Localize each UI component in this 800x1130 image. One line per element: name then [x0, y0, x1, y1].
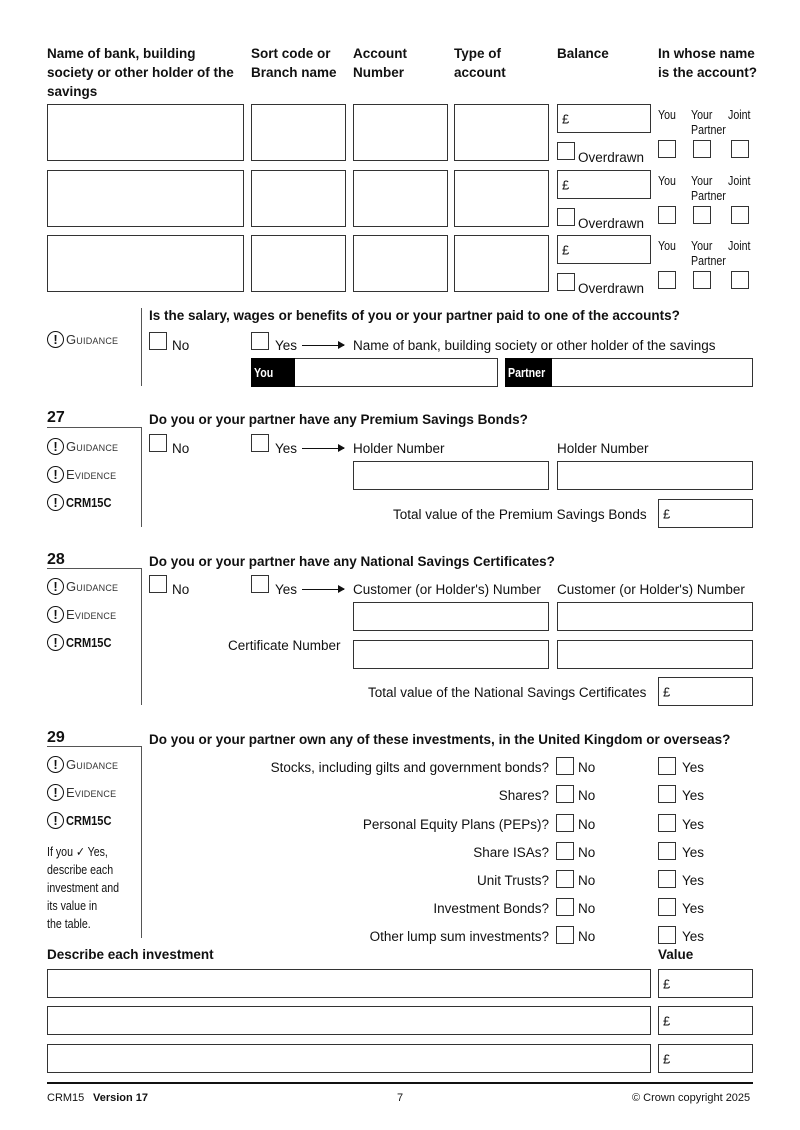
s27-no-label: No [172, 441, 190, 456]
investment-no-label: No [578, 901, 596, 916]
investment-question: Investment Bonds? [433, 901, 549, 916]
investment-yes-checkbox[interactable] [658, 898, 676, 916]
guidance-label: Guidance [66, 439, 119, 454]
guidance-tag[interactable] [47, 331, 118, 348]
s27-holder-label-2: Holder Number [557, 441, 649, 456]
exclamation-icon: ! [47, 634, 64, 651]
account-number-input[interactable] [353, 104, 448, 161]
balance-input[interactable] [557, 235, 651, 264]
col-header-holder: Name of bank, building society or other holder of the savings [47, 46, 234, 99]
salary-prompt: Name of bank, building society or other holder of the savings [353, 338, 716, 353]
evidence-label: Evidence [66, 467, 117, 482]
evidence-tag[interactable] [47, 466, 116, 483]
s28-customer-label-1: Customer (or Holder's) Number [353, 582, 541, 597]
note-line: the table. [47, 917, 91, 931]
s28-yes-checkbox[interactable] [251, 575, 269, 593]
col-header-account-number: Account Number [353, 46, 407, 80]
s28-question: Do you or your partner have any National Savings Certificates? [149, 554, 555, 569]
arrow-icon [302, 448, 344, 449]
overdrawn-label: Overdrawn [578, 150, 645, 165]
sort-code-input[interactable] [251, 104, 346, 161]
guidance-label: Guidance [66, 757, 119, 772]
account-holder-input[interactable] [47, 104, 244, 161]
overdrawn-label: Overdrawn [578, 216, 645, 231]
balance-input[interactable] [557, 170, 651, 199]
investment-question: Stocks, including gilts and government bonds? [270, 760, 549, 775]
note-line: If you ✓ Yes, [47, 845, 108, 859]
owner-you-checkbox[interactable] [658, 206, 676, 224]
investment-question: Personal Equity Plans (PEPs)? [362, 817, 549, 832]
crm15c-label: CRM15C [66, 635, 112, 650]
sort-code-input[interactable] [251, 170, 346, 227]
s28-certificate-label: Certificate Number [228, 638, 341, 653]
guidance-label: Guidance [66, 332, 119, 347]
s28-total-label: Total value of the National Savings Certificates [368, 685, 647, 700]
s28-no-checkbox[interactable] [149, 575, 167, 593]
s27-no-checkbox[interactable] [149, 434, 167, 452]
exclamation-icon: ! [47, 466, 64, 483]
evidence-tag[interactable] [47, 784, 116, 801]
guidance-tag[interactable] [47, 438, 118, 455]
divider [141, 568, 142, 705]
sort-code-input[interactable] [251, 235, 346, 292]
pound-sign: £ [562, 242, 570, 257]
owner-you-label: You [658, 174, 676, 188]
salary-no-checkbox[interactable] [149, 332, 167, 350]
investment-no-checkbox[interactable] [556, 926, 574, 944]
note-line: describe each [47, 863, 114, 877]
you-label: You [251, 358, 295, 387]
investment-no-checkbox[interactable] [556, 785, 574, 803]
divider [141, 746, 142, 938]
note-line: investment and [47, 881, 120, 895]
s28-no-label: No [172, 582, 190, 597]
account-holder-input[interactable] [47, 170, 244, 227]
investment-no-checkbox[interactable] [556, 842, 574, 860]
owner-joint-label: Joint [728, 174, 751, 188]
investment-question: Unit Trusts? [476, 873, 549, 888]
section-29-number: 29 [47, 729, 65, 746]
overdrawn-checkbox[interactable] [557, 273, 575, 291]
col-header-sort-code: Sort code or Branch name [251, 46, 337, 80]
pound-sign: £ [663, 506, 671, 521]
owner-partner-label: Your Partner [691, 174, 726, 203]
pound-sign: £ [663, 684, 671, 699]
s27-total-input[interactable] [658, 499, 753, 528]
owner-partner-label: Your Partner [691, 239, 726, 268]
s27-yes-checkbox[interactable] [251, 434, 269, 452]
investment-no-label: No [578, 788, 596, 803]
pound-sign: £ [663, 976, 671, 991]
investment-yes-label: Yes [682, 845, 705, 860]
section-rule [47, 746, 141, 747]
investment-yes-label: Yes [682, 929, 705, 944]
s29-question: Do you or your partner own any of these investments, in the United Kingdom or overseas? [149, 732, 731, 747]
note-line: its value in [47, 899, 98, 913]
pound-sign: £ [663, 1051, 671, 1066]
owner-joint-checkbox[interactable] [731, 271, 749, 289]
crm15c-tag[interactable] [47, 634, 119, 651]
s27-total-label: Total value of the Premium Savings Bonds [393, 507, 647, 522]
investment-question: Share ISAs? [473, 845, 549, 860]
account-number-input[interactable] [353, 235, 448, 292]
pound-sign: £ [663, 1013, 671, 1028]
investment-yes-label: Yes [682, 788, 705, 803]
evidence-label: Evidence [66, 785, 117, 800]
investment-yes-label: Yes [682, 817, 705, 832]
investment-no-label: No [578, 873, 596, 888]
s27-holder-number-input-2[interactable] [557, 461, 753, 490]
owner-partner-checkbox[interactable] [693, 206, 711, 224]
crm15c-label: CRM15C [66, 813, 112, 828]
col-header-whose-name: In whose name is the account? [658, 46, 758, 80]
account-type-input[interactable] [454, 235, 549, 292]
account-type-input[interactable] [454, 170, 549, 227]
investment-no-checkbox[interactable] [556, 757, 574, 775]
salary-yes-checkbox[interactable] [251, 332, 269, 350]
investment-yes-label: Yes [682, 760, 705, 775]
investment-no-label: No [578, 929, 596, 944]
exclamation-icon: ! [47, 812, 64, 829]
investment-description-input[interactable] [47, 1006, 651, 1035]
exclamation-icon: ! [47, 578, 64, 595]
owner-joint-label: Joint [728, 239, 751, 253]
investment-yes-checkbox[interactable] [658, 814, 676, 832]
overdrawn-checkbox[interactable] [557, 142, 575, 160]
describe-header: Describe each investment [47, 947, 214, 962]
arrow-icon [302, 589, 344, 590]
investment-description-input[interactable] [47, 969, 651, 998]
owner-partner-label: Your Partner [691, 108, 726, 137]
evidence-label: Evidence [66, 607, 117, 622]
value-header: Value [658, 947, 694, 962]
footer-version: Version 17 [93, 1092, 149, 1104]
s28-yes-label: Yes [275, 582, 298, 597]
investment-no-checkbox[interactable] [556, 870, 574, 888]
s27-holder-number-input-1[interactable] [353, 461, 549, 490]
section-rule [47, 568, 141, 569]
investment-no-checkbox[interactable] [556, 898, 574, 916]
investment-yes-label: Yes [682, 901, 705, 916]
divider [141, 308, 142, 386]
exclamation-icon: ! [47, 606, 64, 623]
owner-you-label: You [658, 239, 676, 253]
account-holder-input[interactable] [47, 235, 244, 292]
owner-joint-checkbox[interactable] [731, 140, 749, 158]
exclamation-icon: ! [47, 756, 64, 773]
s28-certificate-number-input-1[interactable] [353, 640, 549, 669]
s28-customer-number-input-1[interactable] [353, 602, 549, 631]
s28-customer-label-2: Customer (or Holder's) Number [557, 582, 745, 597]
overdrawn-label: Overdrawn [578, 281, 645, 296]
investment-yes-checkbox[interactable] [658, 870, 676, 888]
salary-no-label: No [172, 338, 190, 353]
s28-customer-number-input-2[interactable] [557, 602, 753, 631]
overdrawn-checkbox[interactable] [557, 208, 575, 226]
investment-value-input[interactable] [658, 1044, 753, 1073]
section-27-number: 27 [47, 409, 65, 426]
investment-no-label: No [578, 760, 596, 775]
investment-no-label: No [578, 817, 596, 832]
arrow-icon [302, 345, 344, 346]
s27-yes-label: Yes [275, 441, 298, 456]
s27-holder-label-1: Holder Number [353, 441, 445, 456]
divider [141, 427, 142, 527]
investment-value-input[interactable] [658, 969, 753, 998]
investment-question: Other lump sum investments? [369, 929, 549, 944]
account-number-input[interactable] [353, 170, 448, 227]
crm15c-label: CRM15C [66, 495, 112, 510]
page-number: 7 [397, 1092, 404, 1104]
col-header-account-type: Type of account [454, 46, 506, 80]
owner-joint-checkbox[interactable] [731, 206, 749, 224]
crm15c-tag[interactable] [47, 812, 119, 829]
owner-you-label: You [658, 108, 676, 122]
partner-label: Partner [505, 358, 552, 387]
investment-value-input[interactable] [658, 1006, 753, 1035]
investment-yes-checkbox[interactable] [658, 926, 676, 944]
pound-sign: £ [562, 177, 570, 192]
evidence-tag[interactable] [47, 606, 116, 623]
exclamation-icon: ! [47, 494, 64, 511]
col-header-balance: Balance [557, 46, 609, 61]
investment-yes-checkbox[interactable] [658, 842, 676, 860]
account-type-input[interactable] [454, 104, 549, 161]
investment-yes-checkbox[interactable] [658, 757, 676, 775]
salary-yes-label: Yes [275, 338, 298, 353]
investment-yes-label: Yes [682, 873, 705, 888]
exclamation-icon: ! [47, 331, 64, 348]
s28-certificate-number-input-2[interactable] [557, 640, 753, 669]
owner-joint-label: Joint [728, 108, 751, 122]
owner-partner-checkbox[interactable] [693, 140, 711, 158]
salary-question: Is the salary, wages or benefits of you or your partner paid to one of the accounts? [149, 308, 680, 323]
crm15c-tag[interactable] [47, 494, 119, 511]
investment-no-checkbox[interactable] [556, 814, 574, 832]
footer-copyright: © Crown copyright 2025 [632, 1092, 751, 1104]
s28-total-input[interactable] [658, 677, 753, 706]
section-28-number: 28 [47, 551, 65, 568]
pound-sign: £ [562, 111, 570, 126]
owner-you-checkbox[interactable] [658, 140, 676, 158]
balance-input[interactable] [557, 104, 651, 133]
footer-rule [47, 1082, 753, 1084]
investment-description-input[interactable] [47, 1044, 651, 1073]
footer-form: CRM15 [47, 1092, 85, 1104]
investment-no-label: No [578, 845, 596, 860]
investment-question: Shares? [498, 788, 549, 803]
owner-you-checkbox[interactable] [658, 271, 676, 289]
investment-yes-checkbox[interactable] [658, 785, 676, 803]
section-rule [47, 427, 141, 428]
s27-question: Do you or your partner have any Premium Savings Bonds? [149, 412, 528, 427]
guidance-label: Guidance [66, 579, 119, 594]
exclamation-icon: ! [47, 438, 64, 455]
exclamation-icon: ! [47, 784, 64, 801]
guidance-tag[interactable] [47, 756, 118, 773]
owner-partner-checkbox[interactable] [693, 271, 711, 289]
guidance-tag[interactable] [47, 578, 118, 595]
